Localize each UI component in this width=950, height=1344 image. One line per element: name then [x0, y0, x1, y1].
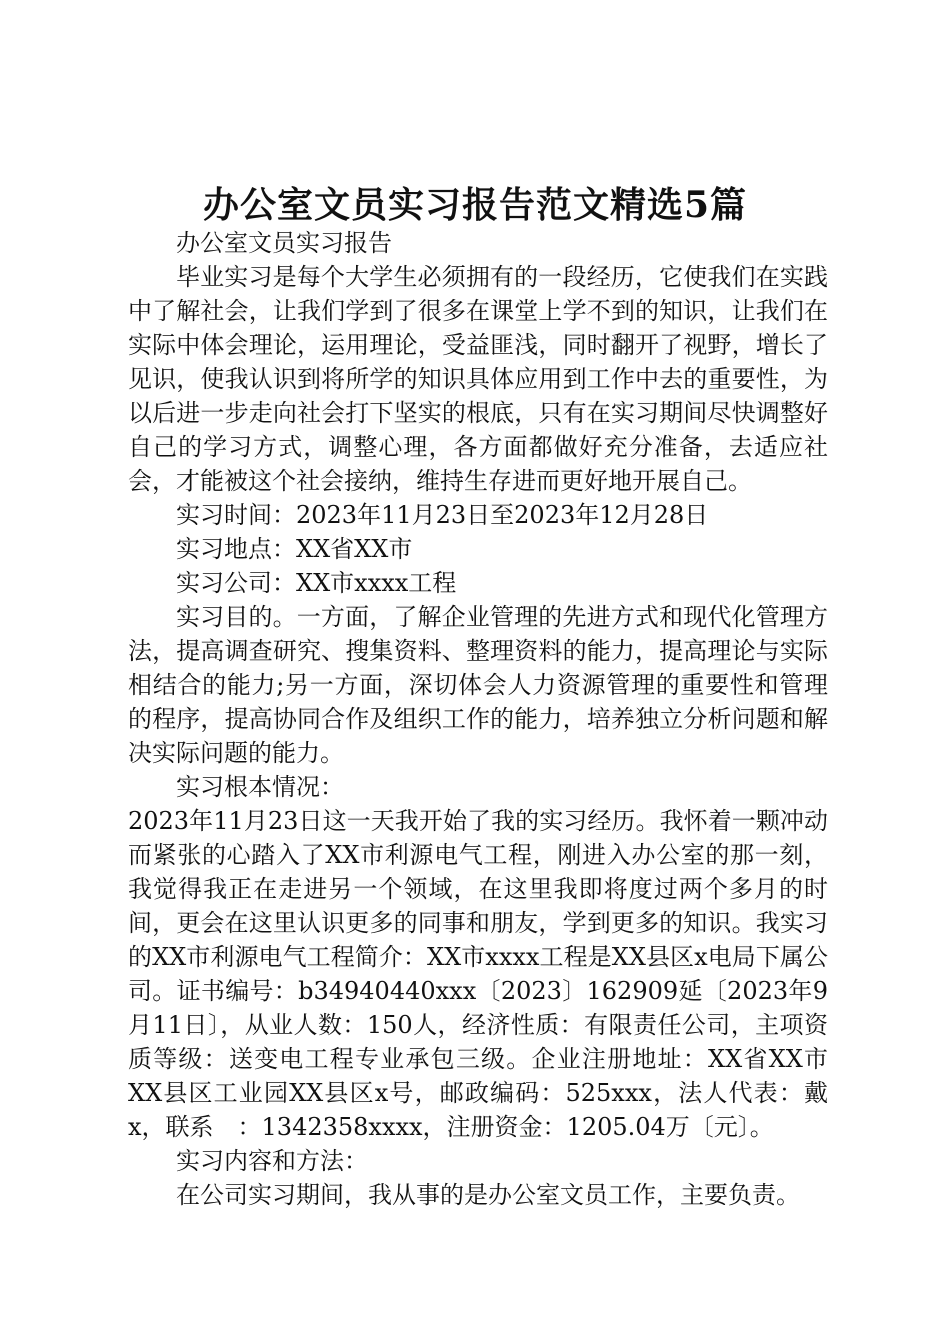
content-method-heading: 实习内容和方法： — [176, 1147, 368, 1175]
intro-paragraph: 毕业实习是每个大学生必须拥有的一段经历，它使我们在实践中了解社会，让我们学到了很多在课堂上学不到的知识，让我们在实际中体会理论，运用理论，受益匪浅，同时翻开了视野，增长了见识，使我认识到将所学的知识具体应用到工作中去的重要性，为以后进一步走向社会打下坚实的根底，只有在实习期间尽快调整好自己的学习方式，调整心理，各方面都做好充分准备，去适应社会，才能被这个社会接纳，维持生存进而更好地开展自己。 — [128, 263, 828, 495]
internship-purpose: 实习目的。一方面，了解企业管理的先进方式和现代化管理方法，提高调查研究、搜集资料、整理资料的能力，提高理论与实际相结合的能力;另一方面，深切体会人力资源管理的重要性和管理的程序，提高协同合作及组织工作的能力，培养独立分析问题和解决实际问题的能力。 — [128, 603, 828, 767]
document-body — [128, 226, 828, 1212]
section-heading: 办公室文员实习报告 — [176, 229, 392, 257]
basic-situation-paragraph: 2023年11月23日这一天我开始了我的实习经历。我怀着一颗冲动而紧张的心踏入了XX市利源电气工程，刚进入办公室的那一刻，我觉得我正在走进另一个领域，在这里我即将度过两个多月的时间，更会在这里认识更多的同事和朋友，学到更多的知识。我实习的XX市利源电气工程简介：XX市xxxx工程是XX县区x电局下属公司。证书编号：b34940440xxx〔2023〕162909延〔2023年9月11日〕，从业人数：150人，经济性质：有限责任公司，主项资质等级：送变电工程专业承包三级。企业注册地址：XX省XX市XX县区工业园XX县区x号，邮政编码：525xxx，法人代表：戴x，联系 ：1342358xxxx，注册资金：1205.04万〔元〕。 — [128, 807, 828, 1141]
internship-company: 实习公司：XX市xxxx工程 — [176, 569, 457, 597]
basic-situation-heading: 实习根本情况： — [176, 773, 344, 801]
internship-location: 实习地点：XX省XX市 — [176, 535, 413, 563]
content-method-paragraph: 在公司实习期间，我从事的是办公室文员工作，主要负责。 — [176, 1181, 800, 1209]
document-title: 办公室文员实习报告范文精选5篇 — [202, 184, 748, 226]
internship-time: 实习时间：2023年11月23日至2023年12月28日 — [176, 501, 709, 529]
